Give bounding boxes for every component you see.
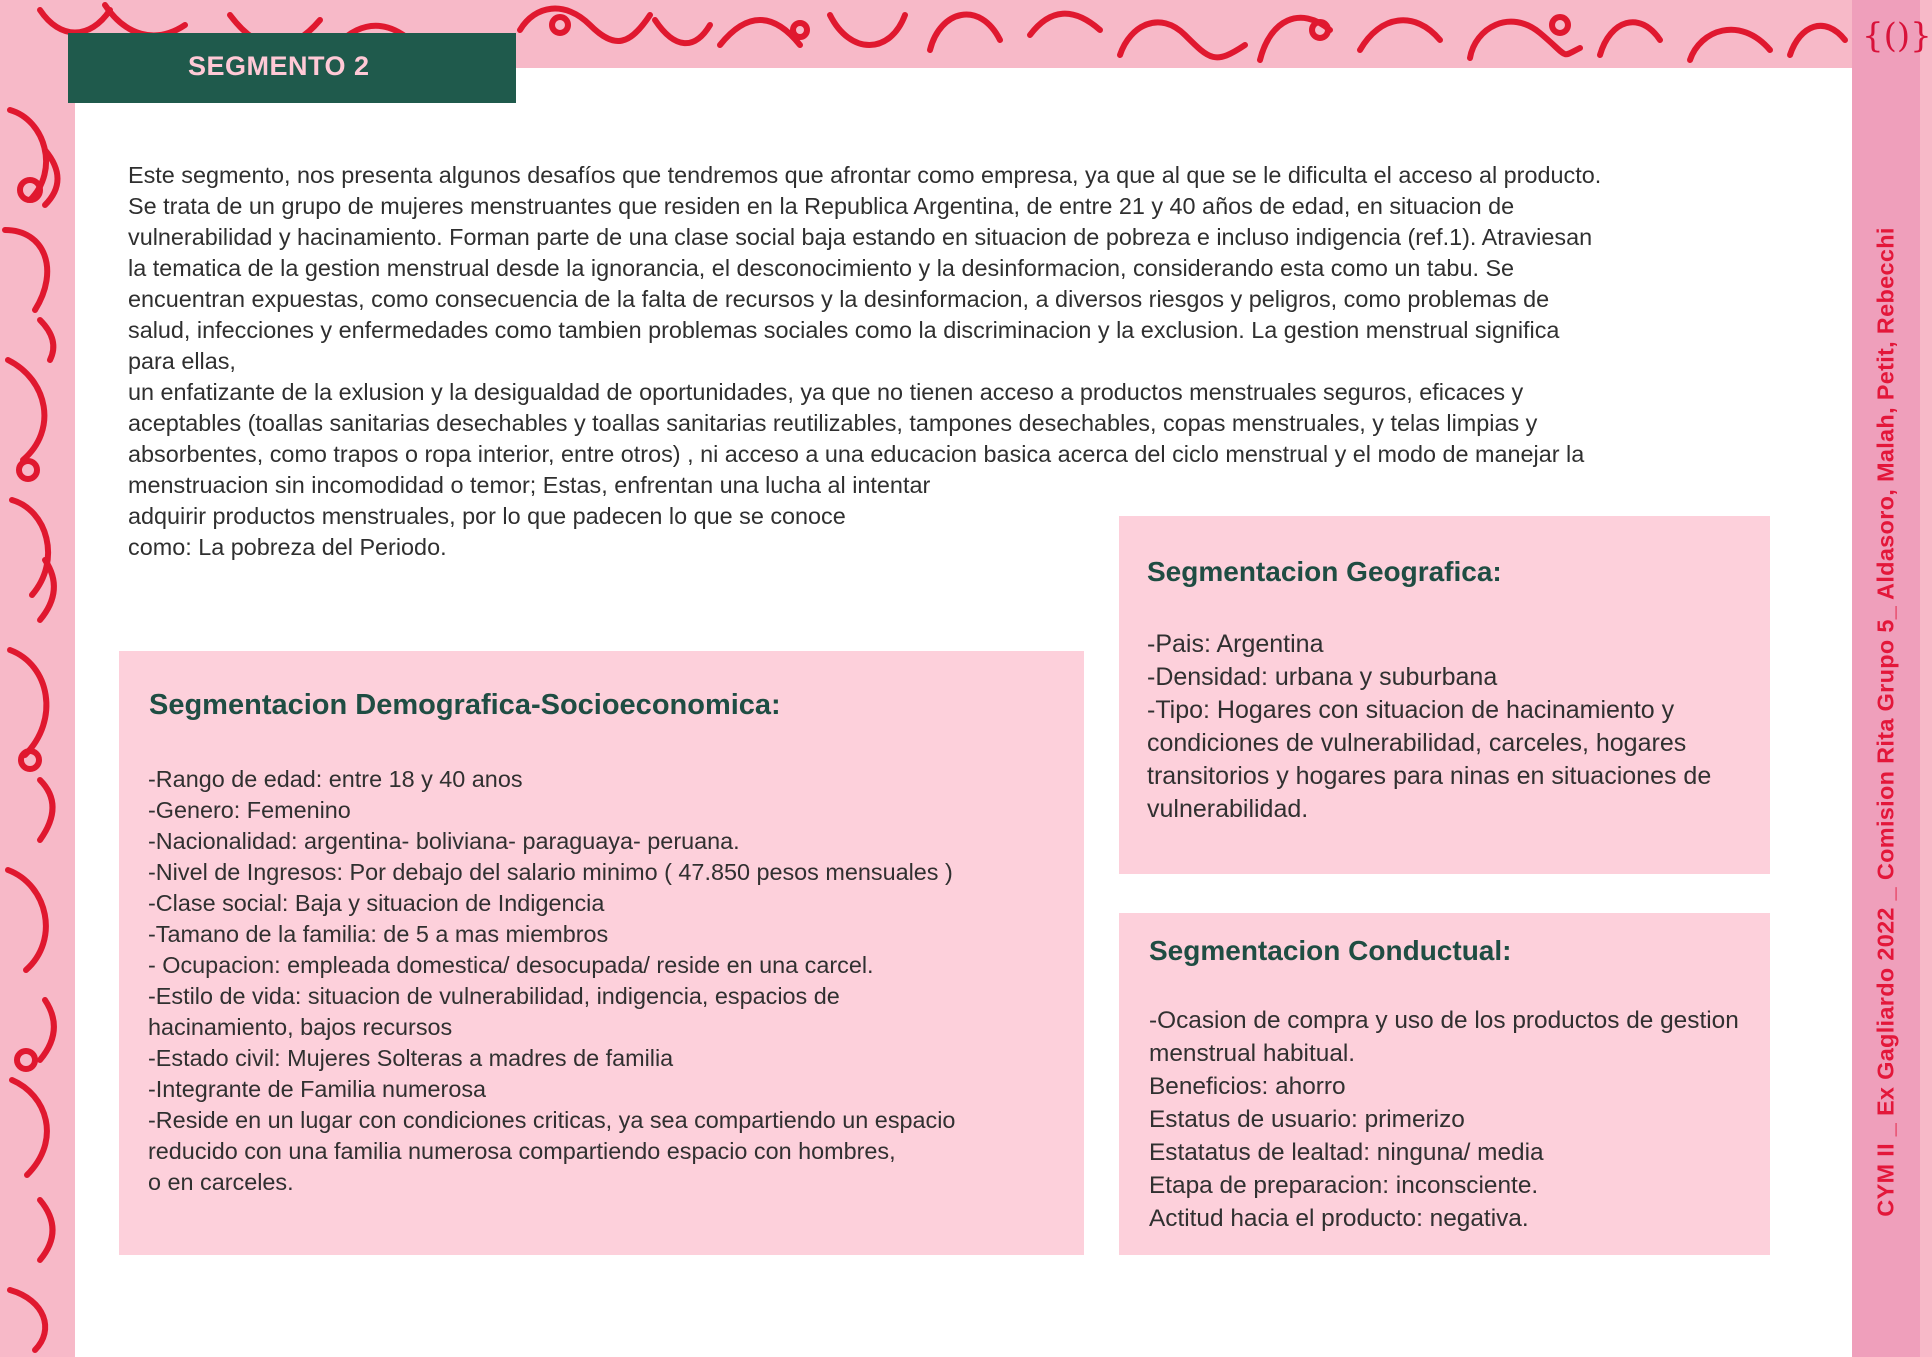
intro-paragraph: Este segmento, nos presenta algunos desafíos que tendremos que afrontar como empresa, ya que al que se le dificulta el acceso al producto. Se trata de un grupo de mujeres menstruantes que residen en la Republica Argentina, de entre 21 y 40 años de edad, en situacion de vulnerabilidad y hacinamiento. Forman parte de una clase social baja estando en situacion de pobreza e incluso indigencia (ref.1). Atraviesan la tematica de la gestion menstrual desde la ignorancia, el desconocimiento y la desinformacion, considerando esta como un tabu. Se encuentran expuestas, como consecuencia de la falta de recursos y la desinformacion, a diversos riesgos y peligros, como problemas de salud, infecciones y enfermedades como tambien problemas sociales como la discriminacion y la exclusion. La gestion menstrual significa para ellas, un enfatizante de la exlusion y la desigualdad de oportunidades, ya que no tienen acceso a productos menstruales seguros, eficaces y aceptables (toallas sanitarias desechables y toallas sanitarias reutilizables, tampones desechables, copas menstruales, y telas limpias y absorbentes, como trapos o ropa interior, entre otros) , ni acceso a una educacion basica acerca del ciclo menstrual y el modo de manejar la menstruacion sin incomodidad o temor; Estas, enfrentan una lucha al intentar adquirir productos menstruales, por lo que padecen lo que se conoce como: La pobreza del Periodo. — [128, 162, 1602, 560]
brand-logo-icon: {()} — [1862, 16, 1932, 56]
section-header — [68, 33, 516, 103]
behavioral-title: Segmentacion Conductual: — [1149, 935, 1512, 966]
geographic-title: Segmentacion Geografica: — [1147, 556, 1502, 587]
sidebar-credits: CYM II _ Ex Gagliardo 2022 _ Comision Rita Grupo 5_ Aldasoro, Malah, Petit, Rebecchi — [1872, 227, 1899, 1217]
demographic-title: Segmentacion Demografica-Socioeconomica: — [149, 689, 781, 721]
geographic-list: -Pais: Argentina -Densidad: urbana y suburbana -Tipo: Hogares con situacion de hacinamiento y condiciones de vulnerabilidad, carceles, hogares transitorios y hogares para ninas en situaciones de vulnerabilidad. — [1147, 630, 1712, 823]
demographic-list: -Rango de edad: entre 18 y 40 anos -Genero: Femenino -Nacionalidad: argentina- boliviana- paraguaya- peruana. -Nivel de Ingresos: Por debajo del salario minimo ( 47.850 pesos mensuales ) -Clase social: Baja y situacion de Indigencia -Tamano de la familia: de 5 a mas miembros - Ocupacion: empleada domestica/ desocupada/ reside en una carcel. -Estilo de vida: situacion de vulnerabilidad, indigencia, espacios de hacinamiento, bajos recursos -Estado civil: Mujeres Solteras a madres de familia -Integrante de Familia numerosa -Reside en un lugar con condiciones criticas, ya sea compartiendo un espacio reducido con una familia numerosa compartiendo espacio con hombres, o en carceles. — [148, 766, 956, 1195]
section-title: SEGMENTO 2 — [188, 51, 370, 81]
behavioral-segmentation-box — [1119, 913, 1770, 1255]
demographic-segmentation-box — [119, 651, 1084, 1255]
behavioral-list: -Ocasion de compra y uso de los productos de gestion menstrual habitual. Beneficios: ahorro Estatus de usuario: primerizo Estatatus de lealtad: ninguna/ media Etapa de preparacion: inconsciente. Actitud hacia el producto: negativa. — [1149, 1007, 1739, 1232]
geographic-segmentation-box — [1119, 516, 1770, 874]
